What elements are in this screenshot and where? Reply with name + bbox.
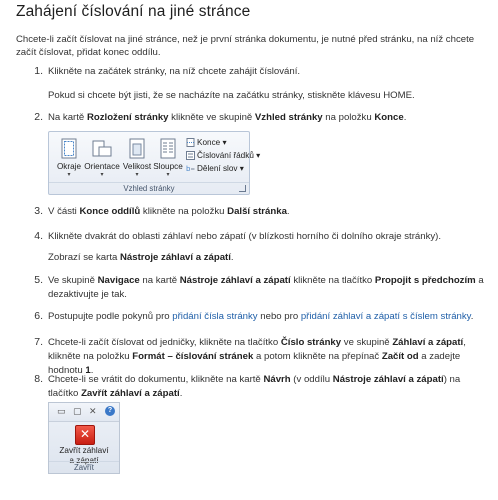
size-icon: [127, 138, 147, 160]
breaks-icon: [186, 138, 195, 147]
step-3-bold: Další stránka: [227, 206, 287, 217]
step-6-number: 6.: [34, 310, 43, 322]
close-group-label: Zavřít: [49, 461, 119, 473]
step-2-part: na položku: [322, 112, 375, 123]
step-7-bold: Formát – číslování stránek: [132, 351, 254, 362]
step-5-bold: Nástroje záhlaví a zápatí: [179, 275, 291, 286]
breaks-menu-item: Konce ▾: [186, 137, 227, 147]
add-header-footer-link[interactable]: přidání záhlaví a zápatí s číslem stránky: [300, 311, 471, 322]
size-button: Velikost ▾: [121, 138, 153, 178]
add-page-number-link[interactable]: přidání čísla stránky: [172, 311, 258, 322]
window-controls: [49, 403, 119, 422]
step-7-bold: 1: [85, 365, 91, 376]
step-2-part: klikněte ve skupině: [168, 112, 255, 123]
step-8-number: 8.: [34, 373, 43, 385]
close-red-x-icon: ✕: [75, 425, 95, 445]
step-8-bold: Nástroje záhlaví a zápatí: [332, 374, 444, 385]
step-1-part: Klikněte na začátek stránky, na níž chcete zahájit číslování.: [48, 66, 301, 77]
step-7-part: , klikněte na položku: [48, 337, 466, 362]
columns-button: Sloupce ▾: [153, 138, 183, 178]
minimize-icon: ▭: [57, 406, 66, 416]
hyphenation-icon: [186, 164, 195, 173]
step-7-part: Chcete-li začít číslovat od jedničky, klikněte na tlačítko: [48, 337, 281, 348]
step-7-part: a zadejte hodnotu: [48, 351, 461, 376]
step-1-text: [48, 65, 488, 79]
step-6-part: nebo pro: [257, 311, 301, 322]
ribbon-group-label: Vzhled stránky: [49, 182, 249, 194]
step-1-number: 1.: [34, 65, 43, 77]
page-setup-ribbon-image: [48, 131, 261, 195]
columns-icon: [158, 138, 178, 160]
hyphenation-menu-item: b Dělení slov ▾: [186, 164, 244, 174]
step-2-bold: Rozložení stránky: [86, 112, 169, 123]
step-5-text: [48, 274, 488, 302]
dialog-launcher-icon: [239, 185, 246, 192]
step-2-number: 2.: [34, 111, 43, 123]
page-title: Zahájení číslování na jiné stránce: [16, 3, 251, 20]
step-5-part: Ve skupině: [48, 275, 98, 286]
step-5-part: klikněte na tlačítko: [290, 275, 375, 286]
step-4-note-part: Zobrazí se karta: [48, 252, 120, 263]
line-numbers-menu-item: Číslování řádků ▾: [186, 150, 260, 160]
step-8-part: .: [179, 388, 183, 399]
step-3-part: .: [286, 206, 290, 217]
step-5-bold: Propojit s předchozím: [374, 275, 476, 286]
restore-icon: ▢: [73, 406, 82, 416]
close-header-footer-image: [48, 402, 120, 474]
step-3-part: klikněte na položku: [140, 206, 228, 217]
step-7-part: ve skupině: [341, 337, 393, 348]
margins-button: Okraje ▾: [55, 138, 83, 178]
step-2-bold: Vzhled stránky: [254, 112, 323, 123]
step-6-text: [48, 310, 488, 324]
step-4-note-bold: Nástroje záhlaví a zápatí: [119, 252, 231, 263]
step-3-text: [48, 205, 488, 219]
step-5-number: 5.: [34, 274, 43, 286]
step-6-part: Postupujte podle pokynů pro: [48, 311, 173, 322]
step-4-note-part: .: [230, 252, 234, 263]
step-3-number: 3.: [34, 205, 43, 217]
step-7-part: a potom klikněte na přepínač: [253, 351, 382, 362]
step-4-number: 4.: [34, 230, 43, 242]
step-2-part: Na kartě: [48, 112, 87, 123]
step-4-part: Klikněte dvakrát do oblasti záhlaví nebo zápatí (v blízkosti horního či dolního okraje stránky).: [48, 231, 442, 242]
step-8-text: [48, 373, 488, 401]
step-8-part: ) na tlačítko: [48, 374, 461, 399]
step-7-number: 7.: [34, 336, 43, 348]
close-label-line-1: Zavřít záhlaví: [59, 446, 109, 455]
step-7-text: [48, 336, 488, 378]
step-5-part: a dezaktivujte je tak.: [48, 275, 484, 300]
step-1-note: Pokud si chcete být jisti, že se nacházíte na začátku stránky, stiskněte klávesu HOME.: [48, 90, 415, 101]
step-5-bold: Navigace: [97, 275, 140, 286]
step-8-bold: Zavřít záhlaví a zápatí: [81, 388, 180, 399]
orientation-icon: [91, 138, 113, 160]
step-2-bold: Konce: [374, 112, 404, 123]
step-2-part: .: [403, 112, 407, 123]
step-3-bold: Konce oddílů: [79, 206, 141, 217]
step-6-part: .: [470, 311, 474, 322]
step-2-text: [48, 111, 488, 125]
window-close-icon: ✕: [89, 406, 97, 416]
step-8-bold: Návrh: [263, 374, 291, 385]
step-5-part: na kartě: [139, 275, 180, 286]
step-3-part: V části: [48, 206, 80, 217]
step-7-bold: Záhlaví a zápatí: [392, 337, 464, 348]
step-7-part: .: [90, 365, 94, 376]
line-numbers-icon: [186, 151, 195, 160]
intro-paragraph: Chcete-li začít číslovat na jiné stránce, než je první stránka dokumentu, je nutné před stránku, na níž chcete začít číslovat, přidat konec oddílu.: [16, 34, 475, 58]
step-7-bold: Číslo stránky: [280, 337, 342, 348]
step-8-part: (v oddílu: [290, 374, 333, 385]
close-label-line-2: a zápatí: [69, 455, 99, 465]
step-8-part: Chcete-li se vrátit do dokumentu, klikněte na kartě: [48, 374, 264, 385]
step-4-note: [48, 251, 488, 264]
step-4-text: [48, 230, 488, 244]
svg-text:b: b: [186, 165, 191, 174]
margins-icon: [59, 138, 79, 160]
orientation-button: Orientace ▾: [84, 138, 120, 178]
help-icon: ?: [105, 406, 115, 416]
step-7-bold: Začít od: [381, 351, 419, 362]
